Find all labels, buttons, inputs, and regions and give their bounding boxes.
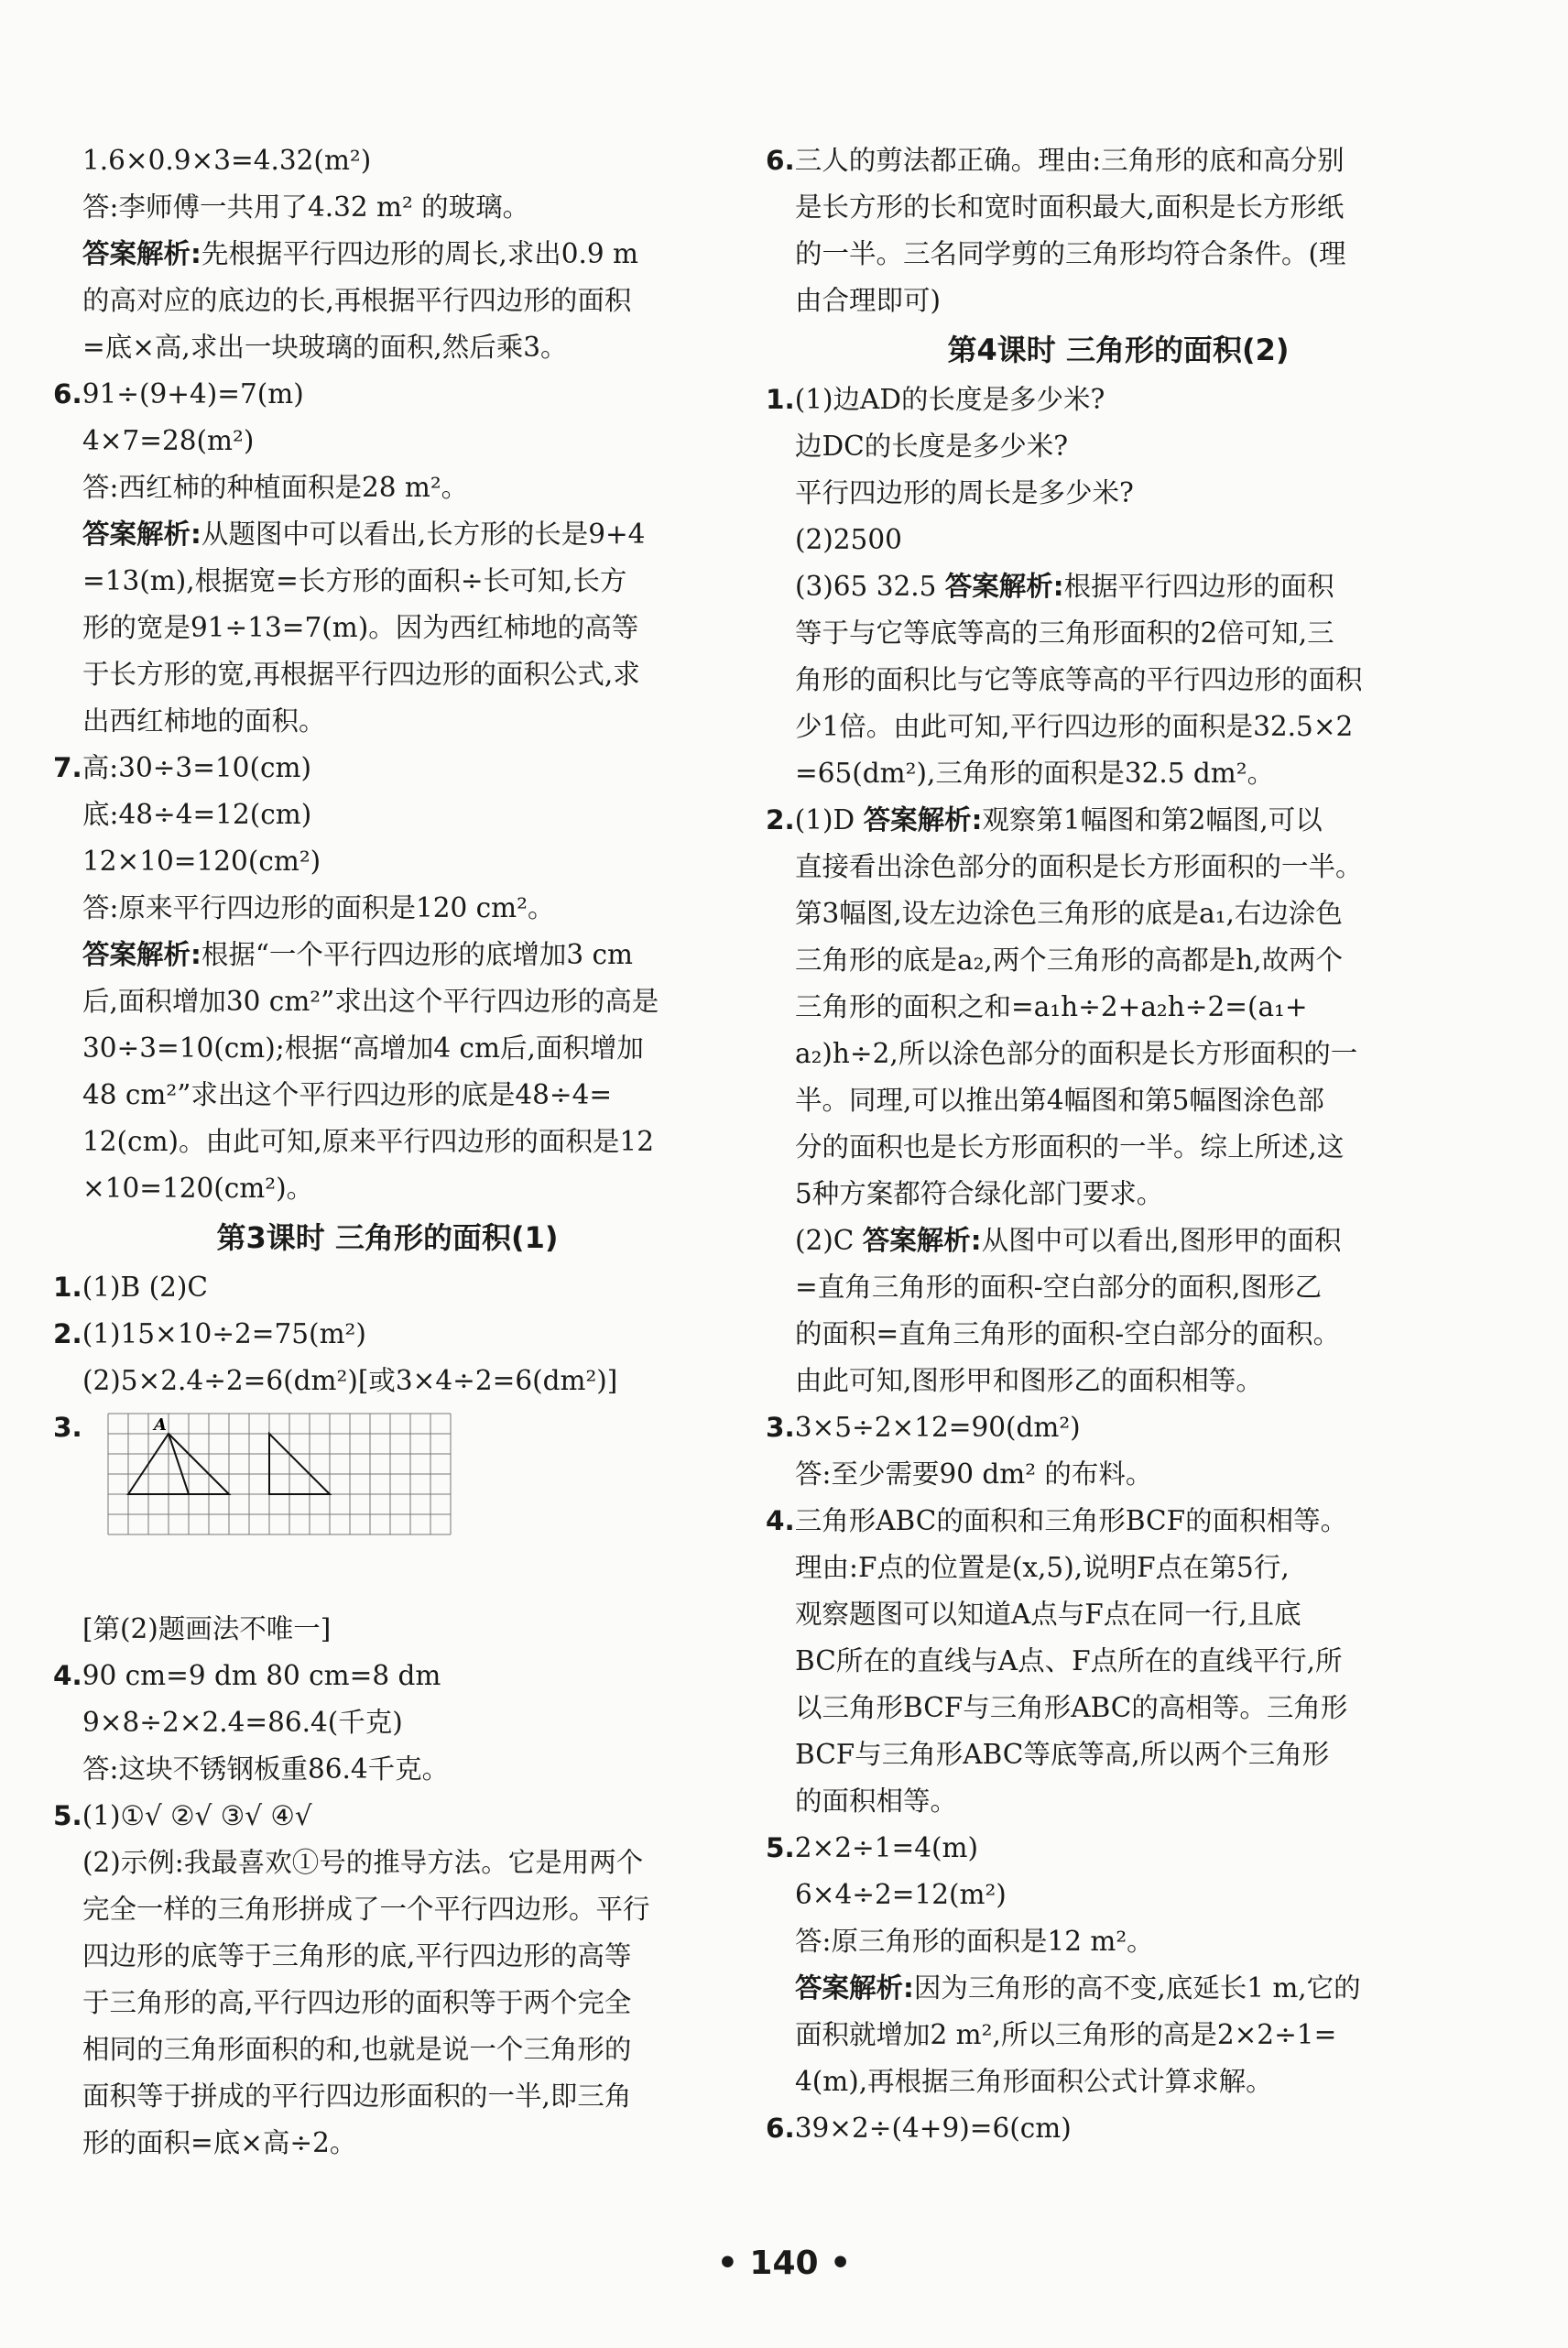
line-text: 答:原来平行四边形的面积是120 cm²。 [82,892,555,923]
text-line [766,704,1471,750]
line-text: 高:30÷3=10(cm) [82,752,311,783]
line-text: (1)边AD的长度是多少米? [794,384,1105,415]
line-text: 39×2÷(4+9)=6(cm) [794,2113,1072,2144]
line-text: 答:西红柿的种植面积是28 m²。 [82,472,469,503]
line-text: 三角形的底是a₂,两个三角形的高都是h,故两个 [795,945,1344,976]
text-line [53,1653,722,1699]
line-text: 少1倍。由此可知,平行四边形的面积是32.5×2 [795,711,1354,742]
text-line [766,1404,1471,1451]
line-text: BC所在的直线与A点、F点所在的直线平行,所 [795,1645,1343,1676]
line-text: 以三角形BCF与三角形ABC的高相等。三角形 [795,1692,1348,1723]
question-number: 5. [766,1832,795,1863]
line-text: (2)2500 [795,524,902,555]
text-line [766,231,1471,278]
analysis-label: 答案解析: [862,1225,982,1256]
line-text: a₂)h÷2,所以涂色部分的面积是长方形面积的一 [795,1038,1358,1069]
text-line [766,1171,1471,1218]
line-text: 底:48÷4=12(cm) [82,799,312,830]
text-line [766,184,1471,231]
line-text: 1.6×0.9×3=4.32(m²) [82,145,372,176]
line-text: (2)示例:我最喜欢①号的推导方法。它是用两个 [82,1847,644,1878]
line-text: 30÷3=10(cm);根据“高增加4 cm后,面积增加 [82,1032,644,1064]
text-line [766,1545,1471,1591]
line-text: 由合理即可) [795,285,942,316]
text-line [53,184,722,231]
line-text: 根据平行四边形的面积 [1063,571,1334,602]
line-text: 答:原三角形的面积是12 m²。 [795,1926,1154,1957]
text-line [53,2073,722,2120]
text-line [53,278,722,324]
line-text: 12(cm)。由此可知,原来平行四边形的面积是12 [82,1126,654,1157]
text-line [53,1606,722,1653]
text-line [53,371,722,418]
triangle-drawn [269,1434,330,1494]
line-text: 2×2÷1=4(m) [794,1832,978,1863]
text-line [766,1451,1471,1498]
line-text: 的面积相等。 [795,1786,958,1817]
line-text: =65(dm²),三角形的面积是32.5 dm²。 [795,758,1275,789]
text-line [766,1218,1471,1264]
line-text: 四边形的底等于三角形的底,平行四边形的高等 [82,1940,632,1971]
text-line [766,517,1471,563]
line-text: 4×7=28(m²) [82,425,255,456]
line-text: 观察第1幅图和第2幅图,可以 [982,804,1323,835]
text-line [766,1685,1471,1731]
line-text: [第(2)题画法不唯一] [82,1613,332,1644]
line-text: 根据“一个平行四边形的底增加3 cm [201,939,634,970]
text-line [766,610,1471,657]
question-number: 7. [53,752,82,783]
question-number: 4. [766,1505,795,1536]
text-line [766,377,1471,423]
line-text: 于长方形的宽,再根据平行四边形的面积公式,求 [82,659,640,690]
line-text: 三角形ABC的面积和三角形BCF的面积相等。 [794,1505,1348,1536]
text-line [766,470,1471,517]
text-line [53,511,722,558]
line-text: 3×5÷2×12=90(dm²) [794,1412,1081,1443]
text-line [53,1980,722,2026]
line-text: 答:李师傅一共用了4.32 m² 的玻璃。 [82,191,530,223]
question-number: 4. [53,1660,82,1691]
line-text: (2)5×2.4÷2=6(dm²)[或3×4÷2=6(dm²)] [82,1365,618,1396]
text-line [53,838,722,885]
text-line [53,464,722,511]
line-text: 等于与它等底等高的三角形面积的2倍可知,三 [795,617,1334,649]
question-number: 1. [766,384,795,415]
text-line [53,2120,722,2167]
line-text: 9×8÷2×2.4=86.4(千克) [82,1707,403,1738]
text-line [53,745,722,792]
line-text: =13(m),根据宽=长方形的面积÷长可知,长方 [82,565,627,596]
line-text: 三角形的面积之和=a₁h÷2+a₂h÷2=(a₁+ [795,991,1308,1022]
text-line [766,1264,1471,1311]
text-line [53,698,722,745]
line-text: 理由:F点的位置是(x,5),说明F点在第5行, [795,1552,1290,1583]
question-number: 2. [53,1318,82,1349]
analysis-label: 答案解析: [795,1972,914,2004]
text-line [766,984,1471,1031]
line-text: 先根据平行四边形的周长,求出0.9 m [201,238,638,269]
line-text: 半。同理,可以推出第4幅图和第5幅图涂色部 [795,1085,1324,1116]
text-line [766,1965,1471,2012]
text-line [766,137,1471,184]
line-text: 观察题图可以知道A点与F点在同一行,且底 [795,1599,1301,1630]
grid-figure-row [53,1404,722,1606]
line-text: 的面积=直角三角形的面积-空白部分的面积。 [795,1318,1341,1349]
line-text: 分的面积也是长方形面积的一半。综上所述,这 [795,1131,1345,1163]
analysis-label: 答案解析: [82,519,201,550]
section-heading: 第4课时 三角形的面积(2) [947,333,1290,367]
text-line [53,1072,722,1119]
line-text: 12×10=120(cm²) [82,846,321,877]
line-text: 5种方案都符合绿化部门要求。 [795,1178,1164,1209]
line-text: 三人的剪法都正确。理由:三角形的底和高分别 [794,145,1345,176]
text-line [766,657,1471,704]
point-label-a: A [154,1415,167,1435]
text-line [766,423,1471,470]
analysis-label: 答案解析: [82,238,201,269]
line-text: 直接看出涂色部分的面积是长方形面积的一半。 [795,851,1363,882]
question-number: 6. [766,145,795,176]
line-text: =底×高,求出一块玻璃的面积,然后乘3。 [82,332,568,363]
answer-text: (3)65 32.5 [795,571,945,602]
left-column [53,137,722,2167]
line-text: BCF与三角形ABC等底等高,所以两个三角形 [795,1739,1330,1770]
answer-text: (2)C [795,1225,863,1256]
line-text: 从题图中可以看出,长方形的长是9+4 [201,519,646,550]
line-text: 答:至少需要90 dm² 的布料。 [795,1458,1153,1490]
analysis-label: 答案解析: [863,804,983,835]
line-text: 4(m),再根据三角形面积公式计算求解。 [795,2066,1273,2097]
text-line [53,792,722,838]
page-number: • 140 • [716,2244,852,2282]
line-text: 从图中可以看出,图形甲的面积 [981,1225,1342,1256]
text-line [766,1498,1471,1545]
text-line [766,1124,1471,1171]
text-line [766,278,1471,324]
text-line [766,1778,1471,1825]
line-text: 相同的三角形面积的和,也就是说一个三角形的 [82,2034,632,2065]
line-text: 90 cm=9 dm 80 cm=8 dm [82,1660,441,1691]
text-line [766,1918,1471,1965]
text-line [766,1872,1471,1918]
text-line [766,844,1471,890]
text-line [53,978,722,1025]
text-line [766,1031,1471,1077]
right-column [766,137,1471,2152]
text-line [53,137,722,184]
line-text: (1)15×10÷2=75(m²) [82,1318,366,1349]
text-line [53,885,722,932]
text-line [766,1358,1471,1404]
line-text: 91÷(9+4)=7(m) [82,378,304,410]
answer-text: (1)D [794,804,864,835]
text-line [53,1025,722,1072]
text-line [53,1311,722,1358]
text-line [53,1119,722,1165]
text-line [53,1699,722,1746]
line-text: 边DC的长度是多少米? [795,431,1069,462]
triangle-grid-figure [106,1412,452,1536]
line-text: 48 cm²”求出这个平行四边形的底是48÷4= [82,1079,613,1110]
line-text: 出西红柿地的面积。 [82,705,326,737]
text-line [53,558,722,605]
line-text: 的高对应的底边的长,再根据平行四边形的面积 [82,285,632,316]
text-line [766,1731,1471,1778]
text-line [53,1746,722,1793]
line-text: 第3幅图,设左边涂色三角形的底是a₁,右边涂色 [795,898,1343,929]
text-line [53,651,722,698]
text-line [53,324,722,371]
line-text: 面积就增加2 m²,所以三角形的高是2×2÷1= [795,2019,1337,2050]
analysis-label: 答案解析: [82,939,201,970]
text-line [766,1311,1471,1358]
line-text: 后,面积增加30 cm²”求出这个平行四边形的高是 [82,986,659,1017]
text-line [766,797,1471,844]
line-text: 是长方形的长和宽时面积最大,面积是长方形纸 [795,191,1345,223]
analysis-label: 答案解析: [944,571,1064,602]
question-number: 5. [53,1800,82,1831]
text-line [53,1933,722,1980]
text-line [766,937,1471,984]
line-text: 于三角形的高,平行四边形的面积等于两个完全 [82,1987,632,2018]
line-text: 由此可知,图形甲和图形乙的面积相等。 [795,1365,1263,1396]
line-text: 答:这块不锈钢板重86.4千克。 [82,1753,450,1785]
text-line [53,231,722,278]
text-line [766,2012,1471,2059]
question-number: 2. [766,804,795,835]
text-line [766,1591,1471,1638]
text-line [53,1358,722,1404]
text-line [53,418,722,464]
text-line [53,605,722,651]
line-text: 面积等于拼成的平行四边形面积的一半,即三角 [82,2080,632,2112]
line-text: (1)B (2)C [82,1272,208,1303]
line-text: 因为三角形的高不变,底延长1 m,它的 [913,1972,1361,2004]
line-text: 6×4÷2=12(m²) [795,1879,1007,1910]
line-text: 角形的面积比与它等底等高的平行四边形的面积 [795,664,1363,695]
section-heading: 第3课时 三角形的面积(1) [216,1220,559,1255]
question-number: 3. [766,1412,795,1443]
text-line [766,1638,1471,1685]
text-line [53,932,722,978]
text-line [766,1077,1471,1124]
text-line [766,563,1471,610]
text-line [53,1886,722,1933]
question-number: 3. [53,1412,82,1443]
text-line [766,890,1471,937]
question-number: 6. [766,2113,795,2144]
question-number: 6. [53,378,82,410]
line-text: ×10=120(cm²)。 [82,1173,314,1204]
text-line [53,2026,722,2073]
text-line [53,1793,722,1840]
line-text: 平行四边形的周长是多少米? [795,477,1134,508]
text-line [53,1840,722,1886]
line-text: =直角三角形的面积-空白部分的面积,图形乙 [795,1272,1323,1303]
text-line [53,1165,722,1212]
line-text: 完全一样的三角形拼成了一个平行四边形。平行 [82,1894,650,1925]
text-line [766,2059,1471,2105]
line-text: (1)①√ ②√ ③√ ④√ [82,1800,312,1831]
question-number: 1. [53,1272,82,1303]
line-text: 形的宽是91÷13=7(m)。因为西红柿地的高等 [82,612,639,643]
text-line [766,2105,1471,2152]
line-text: 形的面积=底×高÷2。 [82,2127,357,2158]
line-text: 的一半。三名同学剪的三角形均符合条件。(理 [795,238,1346,269]
text-line [766,750,1471,797]
text-line [766,1825,1471,1872]
text-line [53,1264,722,1311]
